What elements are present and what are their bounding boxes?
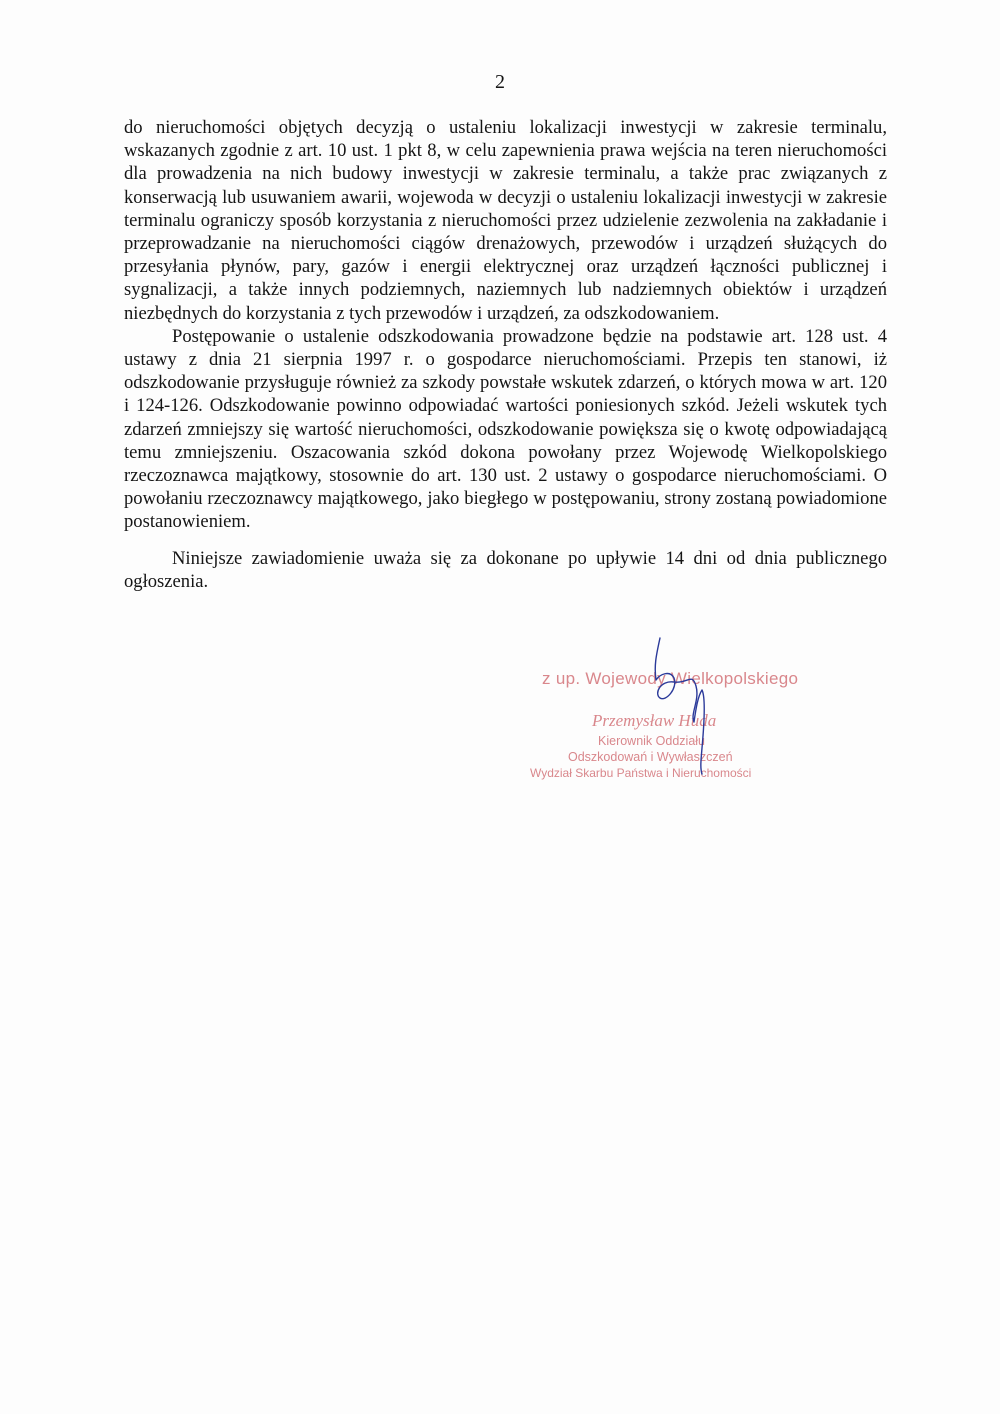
- stamp-department-line: Odszkodowań i Wywłaszczeń: [568, 750, 733, 764]
- stamp-position-line: Kierownik Oddziału: [598, 734, 705, 748]
- paragraph-compensation: Postępowanie o ustalenie odszkodowania prowadzone będzie na podstawie art. 128 ust. 4 ustawy z dnia 21 sierpnia 1997 r. o gospodarce nieruchomościami. Przepis ten stanowi, iż odszkodowanie przysługuje również za szkody powstałe wskutek zdarzeń, o których mowa w art. 120 i 124-126. Odszkodowanie powinno odpowiadać wartości poniesionych szkód. Jeżeli wskutek tych zdarzeń zmniejszy się wartość nieruchomości, odszkodowanie powiększa się o kwotę odpowiadającą temu zmniejszeniu. Oszacowania szkód dokona powołany przez Wojewodę Wielkopolskiego rzeczoznawca majątkowy, stosownie do art. 130 ust. 2 ustawy o gospodarce nieruchomościami. O powołaniu rzeczoznawcy majątkowego, jako biegłego w postępowaniu, strony zostaną powiadomione postanowieniem.: [124, 325, 887, 533]
- document-body: [124, 116, 887, 593]
- paragraph-continuation: do nieruchomości objętych decyzją o ustaleniu lokalizacji inwestycji w zakresie terminalu, wskazanych zgodnie z art. 10 ust. 1 pkt 8, w celu zapewnienia prawa wejścia na teren nieruchomości dla prowadzenia na nich budowy inwestycji w zakresie terminalu, a także prac związanych z konserwacją lub usuwaniem awarii, wojewoda w decyzji o ustaleniu lokalizacji inwestycji w zakresie terminalu ograniczy sposób korzystania z nieruchomości przez udzielenie zezwolenia na zakładanie i przeprowadzanie na nieruchomości ciągów drenażowych, przewodów i urządzeń służących do przesyłania płynów, pary, gazów i energii elektrycznej oraz urządzeń łączności publicznej i sygnalizacji, a także innych podziemnych, naziemnych lub nadziemnych obiektów i urządzeń niezbędnych do korzystania z tych przewodów i urządzeń, za odszkodowaniem.: [124, 117, 887, 324]
- paragraph-notice: Niniejsze zawiadomienie uważa się za dokonane po upływie 14 dni od dnia publicznego ogłoszenia.: [124, 547, 887, 592]
- handwritten-signature-icon: [630, 636, 750, 776]
- page-number: 2: [495, 71, 505, 93]
- stamp-division-line: Wydział Skarbu Państwa i Nieruchomości: [530, 766, 752, 780]
- stamp-signatory-name: Przemysław Huda: [592, 711, 717, 730]
- stamp-authority-line: z up. Wojewody Wielkopolskiego: [542, 669, 799, 688]
